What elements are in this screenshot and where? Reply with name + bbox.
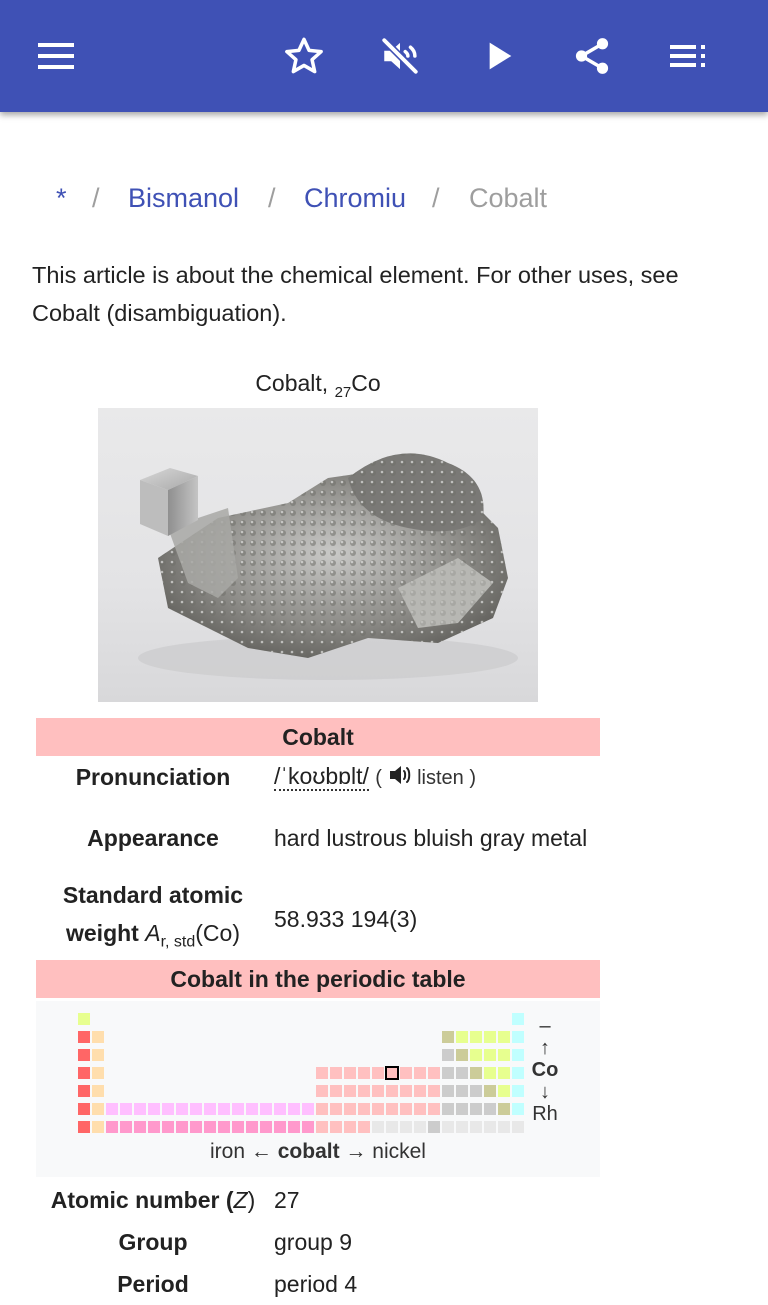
breadcrumb-item-home[interactable]: * [56, 183, 67, 213]
periodic-cell [470, 1085, 482, 1097]
periodic-cell [386, 1121, 398, 1133]
play-button[interactable] [470, 28, 526, 84]
periodic-cell [442, 1067, 454, 1079]
periodic-cell [484, 1085, 496, 1097]
appearance-value: hard lustrous bluish gray metal [274, 825, 588, 851]
periodic-cell [442, 1121, 454, 1133]
periodic-cell [512, 1103, 524, 1115]
periodic-table[interactable] [36, 1001, 600, 1177]
next-element-link[interactable]: nickel [372, 1140, 426, 1163]
periodic-cell [246, 1121, 258, 1133]
caption-symbol: Co [351, 370, 381, 396]
element-above: – [539, 1015, 551, 1037]
periodic-cell [470, 1049, 482, 1061]
pronunciation-label: Pronunciation [75, 764, 231, 790]
caption-atomic-number: 27 [334, 384, 352, 401]
period-row [36, 1263, 600, 1305]
periodic-cell [92, 1103, 104, 1115]
period-label: Period [117, 1271, 189, 1297]
breadcrumb-item-chromiu[interactable]: Chromiu [304, 183, 407, 213]
listen-text: listen [417, 767, 464, 789]
periodic-cell [148, 1103, 160, 1115]
periodic-cell [386, 1067, 398, 1079]
cobalt-photo[interactable] [98, 408, 538, 702]
periodic-cell [106, 1103, 118, 1115]
periodic-cell [204, 1103, 216, 1115]
share-button[interactable] [564, 28, 620, 84]
periodic-cell [484, 1067, 496, 1079]
periodic-cell [498, 1031, 510, 1043]
atomic-number-label-text: Atomic number ( [50, 1187, 234, 1213]
periodic-cell [92, 1031, 104, 1043]
periodic-cell [78, 1067, 90, 1079]
periodic-cell [456, 1067, 468, 1079]
periodic-cell [162, 1121, 174, 1133]
periodic-cell [232, 1103, 244, 1115]
periodic-period-nav [36, 1137, 600, 1167]
periodic-cell [512, 1013, 524, 1025]
periodic-cell [330, 1103, 342, 1115]
periodic-cell [498, 1049, 510, 1061]
periodic-table-header: Cobalt in the periodic table [36, 960, 600, 998]
periodic-cell [316, 1103, 328, 1115]
periodic-cell [218, 1103, 230, 1115]
periodic-cell [484, 1121, 496, 1133]
periodic-cell [148, 1121, 160, 1133]
breadcrumb-separator: / [432, 183, 440, 213]
periodic-cell [358, 1103, 370, 1115]
infobox-title: Cobalt [36, 718, 600, 756]
periodic-cell [260, 1121, 272, 1133]
group-row [36, 1221, 600, 1263]
periodic-cell [400, 1121, 412, 1133]
periodic-cell [330, 1067, 342, 1079]
periodic-cell [512, 1067, 524, 1079]
periodic-cell [78, 1031, 90, 1043]
periodic-cell [302, 1121, 314, 1133]
periodic-cell [316, 1085, 328, 1097]
periodic-cell [92, 1067, 104, 1079]
periodic-table-grid [36, 1001, 528, 1137]
periodic-cell [358, 1121, 370, 1133]
periodic-cell [78, 1085, 90, 1097]
periodic-cell [190, 1121, 202, 1133]
breadcrumb-separator: / [92, 183, 100, 213]
listen-link[interactable] [375, 767, 476, 789]
menu-icon [36, 36, 76, 76]
periodic-cell [288, 1103, 300, 1115]
periodic-cell [344, 1103, 356, 1115]
periodic-cell [92, 1085, 104, 1097]
periodic-cell [386, 1103, 398, 1115]
pronunciation-row [36, 756, 600, 798]
periodic-cell [456, 1085, 468, 1097]
group-value[interactable]: group 9 [274, 1229, 353, 1255]
periodic-cell [470, 1121, 482, 1133]
periodic-cell [274, 1121, 286, 1133]
contents-button[interactable] [660, 28, 716, 84]
app-bar [0, 0, 768, 112]
periodic-cell [512, 1031, 524, 1043]
periodic-cell [316, 1067, 328, 1079]
periodic-cell [176, 1121, 188, 1133]
favorite-button[interactable] [276, 28, 332, 84]
menu-button[interactable] [28, 28, 84, 84]
appearance-row [36, 798, 600, 878]
period-value[interactable]: period 4 [274, 1271, 358, 1297]
periodic-cell [176, 1103, 188, 1115]
periodic-cell [386, 1085, 398, 1097]
periodic-cell [484, 1031, 496, 1043]
periodic-cell [218, 1121, 230, 1133]
periodic-cell [456, 1049, 468, 1061]
periodic-cell [400, 1067, 412, 1079]
periodic-cell [358, 1085, 370, 1097]
periodic-cell [204, 1121, 216, 1133]
periodic-cell [470, 1031, 482, 1043]
listen-close-paren: ) [469, 767, 477, 789]
play-icon [478, 36, 518, 76]
periodic-cell [428, 1085, 440, 1097]
periodic-cell [372, 1085, 384, 1097]
mute-button[interactable] [372, 28, 428, 84]
periodic-cell [78, 1103, 90, 1115]
periodic-cell [442, 1049, 454, 1061]
ipa-transcription[interactable]: /ˈkoʊbɒlt/ [274, 763, 369, 789]
playlist-icon [668, 36, 708, 76]
atomic-number-close-paren: ) [247, 1187, 256, 1213]
periodic-cell [456, 1031, 468, 1043]
periodic-cell [400, 1103, 412, 1115]
periodic-cell [372, 1067, 384, 1079]
atomic-number-value: 27 [274, 1187, 300, 1213]
share-icon [571, 35, 613, 77]
element-caption [36, 366, 600, 410]
periodic-cell [414, 1067, 426, 1079]
star-outline-icon [283, 35, 325, 77]
periodic-cell [92, 1121, 104, 1133]
periodic-cell [260, 1103, 272, 1115]
atomic-number-row [36, 1179, 600, 1221]
periodic-cell [498, 1103, 510, 1115]
periodic-cell [442, 1085, 454, 1097]
group-label: Group [118, 1229, 188, 1255]
periodic-cell [512, 1049, 524, 1061]
periodic-cell [498, 1085, 510, 1097]
periodic-cell [92, 1049, 104, 1061]
atomic-weight-value: 58.933 194(3) [274, 906, 418, 932]
periodic-cell [372, 1103, 384, 1115]
periodic-cell [120, 1121, 132, 1133]
hatnote: This article is about the chemical element. For other uses, see Cobalt (disambiguation). [32, 262, 679, 326]
appearance-label: Appearance [87, 825, 219, 851]
current-element: cobalt [277, 1140, 340, 1163]
element-infobox [36, 718, 600, 1305]
periodic-cell [414, 1085, 426, 1097]
periodic-cell [498, 1067, 510, 1079]
cobalt-sample-image [98, 408, 538, 702]
atomic-weight-symbol: A [145, 920, 161, 947]
periodic-cell [470, 1067, 482, 1079]
pronunciation-value [270, 757, 600, 797]
periodic-cell [302, 1103, 314, 1115]
volume-off-icon [379, 35, 421, 77]
atomic-number-symbol: Z [233, 1187, 248, 1213]
left-arrow: ← [250, 1140, 272, 1163]
periodic-cell [162, 1103, 174, 1115]
periodic-cell [456, 1103, 468, 1115]
periodic-cell [78, 1121, 90, 1133]
periodic-cell [498, 1121, 510, 1133]
atomic-weight-label-text: Standard atomic weight [62, 882, 244, 947]
periodic-cell [512, 1085, 524, 1097]
periodic-cell [372, 1121, 384, 1133]
atomic-weight-row [36, 878, 600, 960]
periodic-cell [484, 1049, 496, 1061]
periodic-cell [400, 1085, 412, 1097]
element-below[interactable]: Rh [532, 1103, 558, 1125]
atomic-number-label [36, 1181, 270, 1219]
up-arrow: ↑ [540, 1037, 550, 1059]
periodic-cell [78, 1049, 90, 1061]
down-arrow: ↓ [540, 1081, 550, 1103]
periodic-cell [428, 1121, 440, 1133]
prev-element-link[interactable]: iron [210, 1140, 246, 1163]
element-symbol: Co [531, 1059, 559, 1081]
periodic-cell [316, 1121, 328, 1133]
periodic-cell [190, 1103, 202, 1115]
listen-open-paren: ( [375, 767, 382, 789]
periodic-cell [442, 1031, 454, 1043]
periodic-cell [330, 1121, 342, 1133]
periodic-cell [134, 1121, 146, 1133]
speaker-icon [388, 764, 412, 786]
periodic-cell [428, 1103, 440, 1115]
caption-name: Cobalt, [255, 370, 335, 396]
periodic-cell [414, 1121, 426, 1133]
periodic-cell [106, 1121, 118, 1133]
periodic-cell [246, 1103, 258, 1115]
periodic-cell [456, 1121, 468, 1133]
periodic-cell [512, 1121, 524, 1133]
breadcrumb-separator: / [268, 183, 276, 213]
periodic-cell [78, 1013, 90, 1025]
periodic-cell [134, 1103, 146, 1115]
periodic-cell [344, 1121, 356, 1133]
periodic-cell [414, 1103, 426, 1115]
periodic-cell [274, 1103, 286, 1115]
periodic-cell [442, 1103, 454, 1115]
periodic-cell [428, 1067, 440, 1079]
periodic-cell [232, 1121, 244, 1133]
periodic-cell [344, 1085, 356, 1097]
periodic-cell [358, 1067, 370, 1079]
periodic-cell [344, 1067, 356, 1079]
periodic-cell [120, 1103, 132, 1115]
breadcrumb [0, 178, 768, 222]
breadcrumb-item-bismanol[interactable]: Bismanol [128, 183, 240, 213]
atomic-weight-element: (Co) [195, 920, 240, 947]
periodic-cell [470, 1103, 482, 1115]
periodic-cell [484, 1103, 496, 1115]
breadcrumb-item-current: Cobalt [469, 183, 548, 213]
periodic-cell [288, 1121, 300, 1133]
atomic-weight-label [36, 876, 270, 962]
periodic-cell [330, 1085, 342, 1097]
periodic-group-nav [528, 1015, 562, 1125]
atomic-weight-subscript: r, std [160, 933, 196, 951]
right-arrow: → [345, 1140, 367, 1163]
